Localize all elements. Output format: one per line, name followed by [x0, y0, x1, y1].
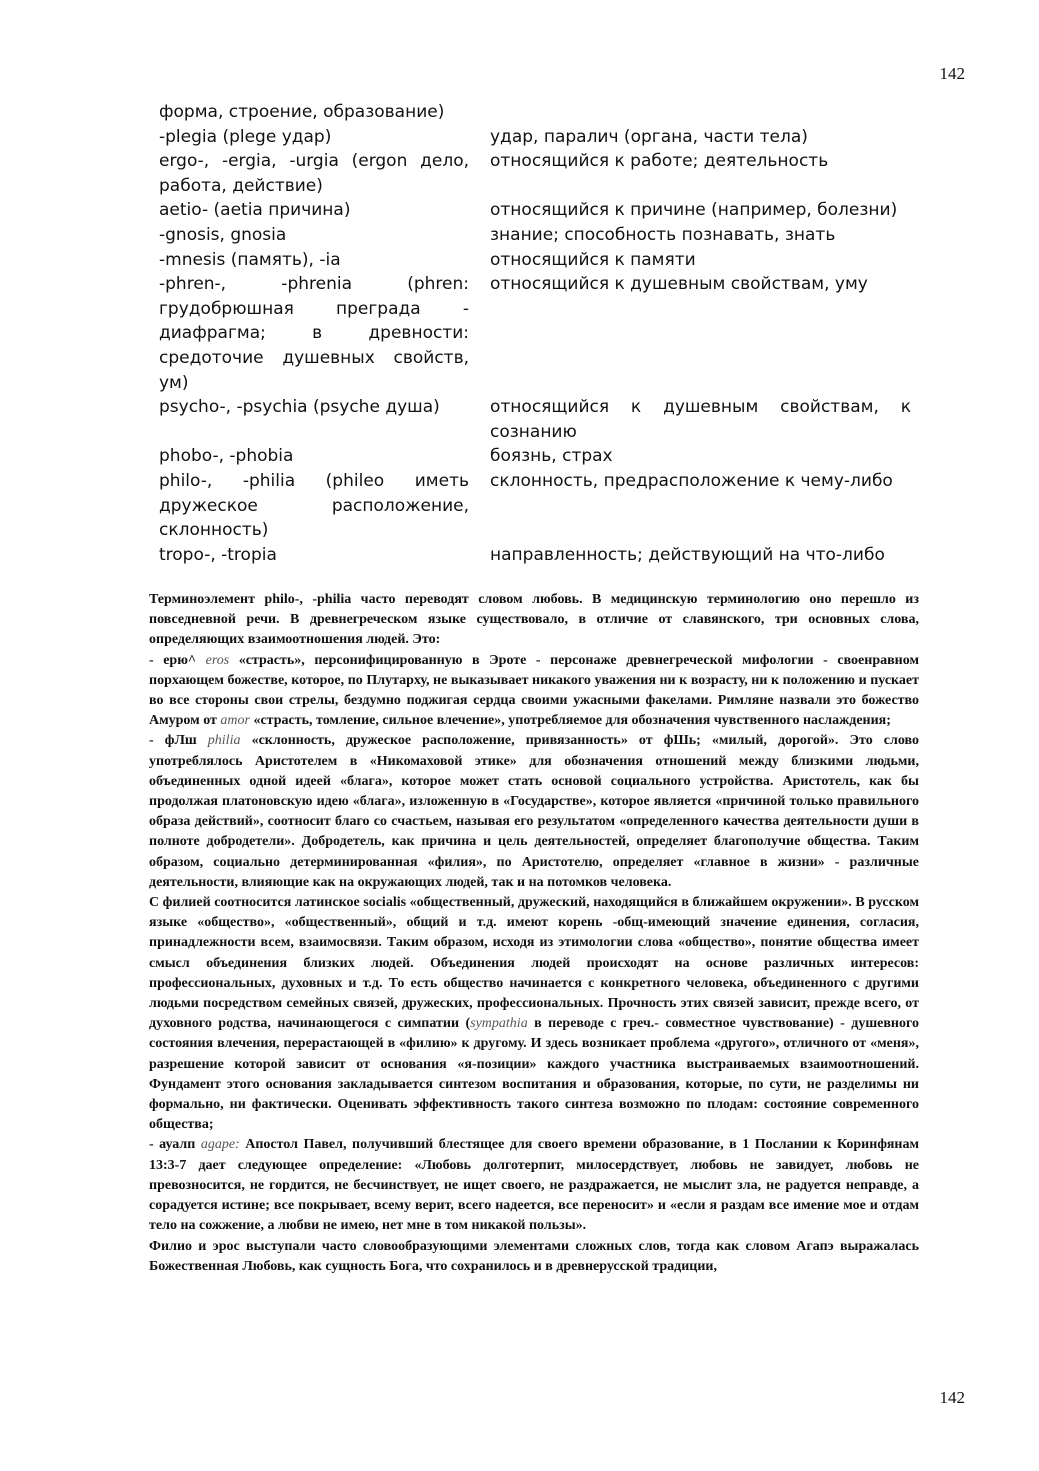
paragraph-agape: - ауалп agape: Апостол Павел, получивший блестящее для своего времени образование, в 1 Послании к Коринфянам 13:3-7 дает следующее определение: «Любовь долготерпит, милосердствует, любовь не завидует, любовь не превозносится, не гордится, не бесчинствует, не ищет своего, не раздражается, не мыслит зла, не радуется неправде, а сорадуется истине; все покрывает, всему верит, всего надеется, все переносит» и «если я раздам все имение мое и отдам тело на сожжение, а любви не имею, нет мне в том никакой пользы». [149, 1137, 919, 1234]
term-row [159, 198, 911, 223]
term: -mnesis (память), -ia [159, 249, 341, 270]
term-row [159, 100, 911, 125]
term-row [159, 543, 911, 568]
paragraph-conclusion: Филио и эрос выступали часто словообразующими элементами сложных слов, тогда как словом Агапэ выражалась Божественная Любовь, как сущность Бога, что сохранилось и в древнерусской традиции, [149, 1238, 919, 1274]
term-definition: относящийся к причине (например, болезни) [490, 200, 898, 221]
term-definition: склонность, предрасположение к чему-либо [490, 470, 893, 491]
term: aetio- (aetia причина) [159, 200, 351, 221]
term-definition: боязнь, страх [490, 446, 613, 467]
paragraph-eros: - ерю^ eros «страсть», персонифицированную в Эроте - персонаже древнегреческой мифологии - своенравном порхающем божестве, которое, по Плутарху, не выказывает никакого уважения ни к возрасту, ни к положению и пускает во все стороны свои стрелы, бездумно поджигая сердца своими ужасными факелами. Римляне назвали это божество Амуром от amor «страсть, томление, сильное влечение», употребляемое для обозначения чувственного наслаждения; [149, 652, 919, 729]
term-definition: направленность; действующий на что-либо [490, 544, 885, 565]
term-definition: относящийся к душевным свойствам, к сознанию [490, 397, 911, 442]
term-definition: удар, паралич (органа, части тела) [490, 126, 808, 147]
term: -gnosis, gnosia [159, 224, 287, 245]
term: tropo-, -tropia [159, 544, 277, 565]
paragraph-philia: - фЛш philia «склонность, дружеское расположение, привязанность» от фШь; «милый, дорогой». Это слово употреблялось Аристотелем в «Никомаховой этике» для обозначения отношений между близкими людьми, объединенных одной идеей «блага», которое может стать основой социального устройства. Аристотель, как бы продолжая платоновскую идею «блага», изложенную в «Государстве», которое является «причиной только правильного образа действий», соотносит благо со счастьем, называя его результатом «определенного качества деятельности души в полноте добродетели». Добродетель, как причина и цель деятельностей, определяет благополучие общества. Таким образом, социально детерминированная «филия», по Аристотелю, определяет «главное в жизни» - различные деятельности, влияющие как на окружающих людей, так и на потомков человека. [149, 733, 919, 890]
term-definition: знание; способность познавать, знать [490, 224, 836, 245]
paragraph-intro: Терминоэлемент philo-, -philia часто переводят словом любовь. В медицинскую терминологию оно перешло из повседневной речи. В древнегреческом языке существовало, в отличие от славянского, три основных слова, определяющих взаимоотношения людей. Это: [149, 592, 919, 648]
term-row [159, 444, 911, 469]
term-row [159, 469, 911, 543]
paragraph-society: С филией соотносится латинское socialis «общественный, дружеский, находящийся в ближайшем окружении». В русском языке «общество», «общественный», общий и т.д. имеют корень -общ-имеющий значение единения, согласия, принадлежности всем, взаимосвязи. Таким образом, исходя из этимологии слова «общество», понятие общества имеет смысл объединения близких людей. Объединения людей происходят на основе различных интересов: профессиональных, духовных и т.д. То есть общество начинается с конкретного человека, объединенного с другими людьми посредством семейных связей, дружеских, профессиональных. Прочность этих связей зависит, прежде всего, от духовного родства, начинающегося с симпатии (sympathia в переводе с греч.- совместное чувствование) - душевного состояния влечения, перерастающей в «филию» к другому. И здесь возникает проблема «другого», отличного от «меня», разрешение которой зависит от основания «я-позиции» каждого участника выстраиваемых взаимоотношений. Фундамент этого основания закладывается синтезом воспитания и образования, которые, по сути, не разделимы ни формально, ни фактически. Оценивать эффективность такого синтеза возможно по плодам: состояние современного общества; [149, 895, 920, 1133]
term-row [159, 395, 911, 444]
term: ergo-, -ergia, -urgia (ergon дело, работа, действие) [159, 151, 469, 196]
term-row [159, 272, 911, 395]
term: форма, строение, образование) [159, 102, 445, 122]
term: philo-, -philia (phileo иметь дружеское расположение, склонность) [159, 470, 469, 541]
body-text [149, 590, 919, 1277]
term-definition: относящийся к душевным свойствам, уму [490, 274, 868, 295]
term: psycho-, -psychia (psyche душа) [159, 397, 440, 418]
page-number-top: 142 [939, 64, 965, 83]
term: phobo-, -phobia [159, 446, 294, 467]
term-row [159, 125, 911, 150]
term-row [159, 223, 911, 248]
term-definition: относящийся к памяти [490, 249, 696, 270]
term-row [159, 248, 911, 273]
page-number-bottom: 142 [939, 1388, 965, 1407]
term: -phren-, -phrenia (phren: грудобрюшная преграда - диафрагма; в древности: средоточие душевных свойств, ум) [159, 274, 469, 393]
term-definition [490, 100, 911, 125]
term: -plegia (plege удар) [159, 126, 332, 147]
term-definition: относящийся к работе; деятельность [490, 151, 829, 172]
term-row [159, 149, 911, 198]
terms-table [159, 100, 911, 567]
